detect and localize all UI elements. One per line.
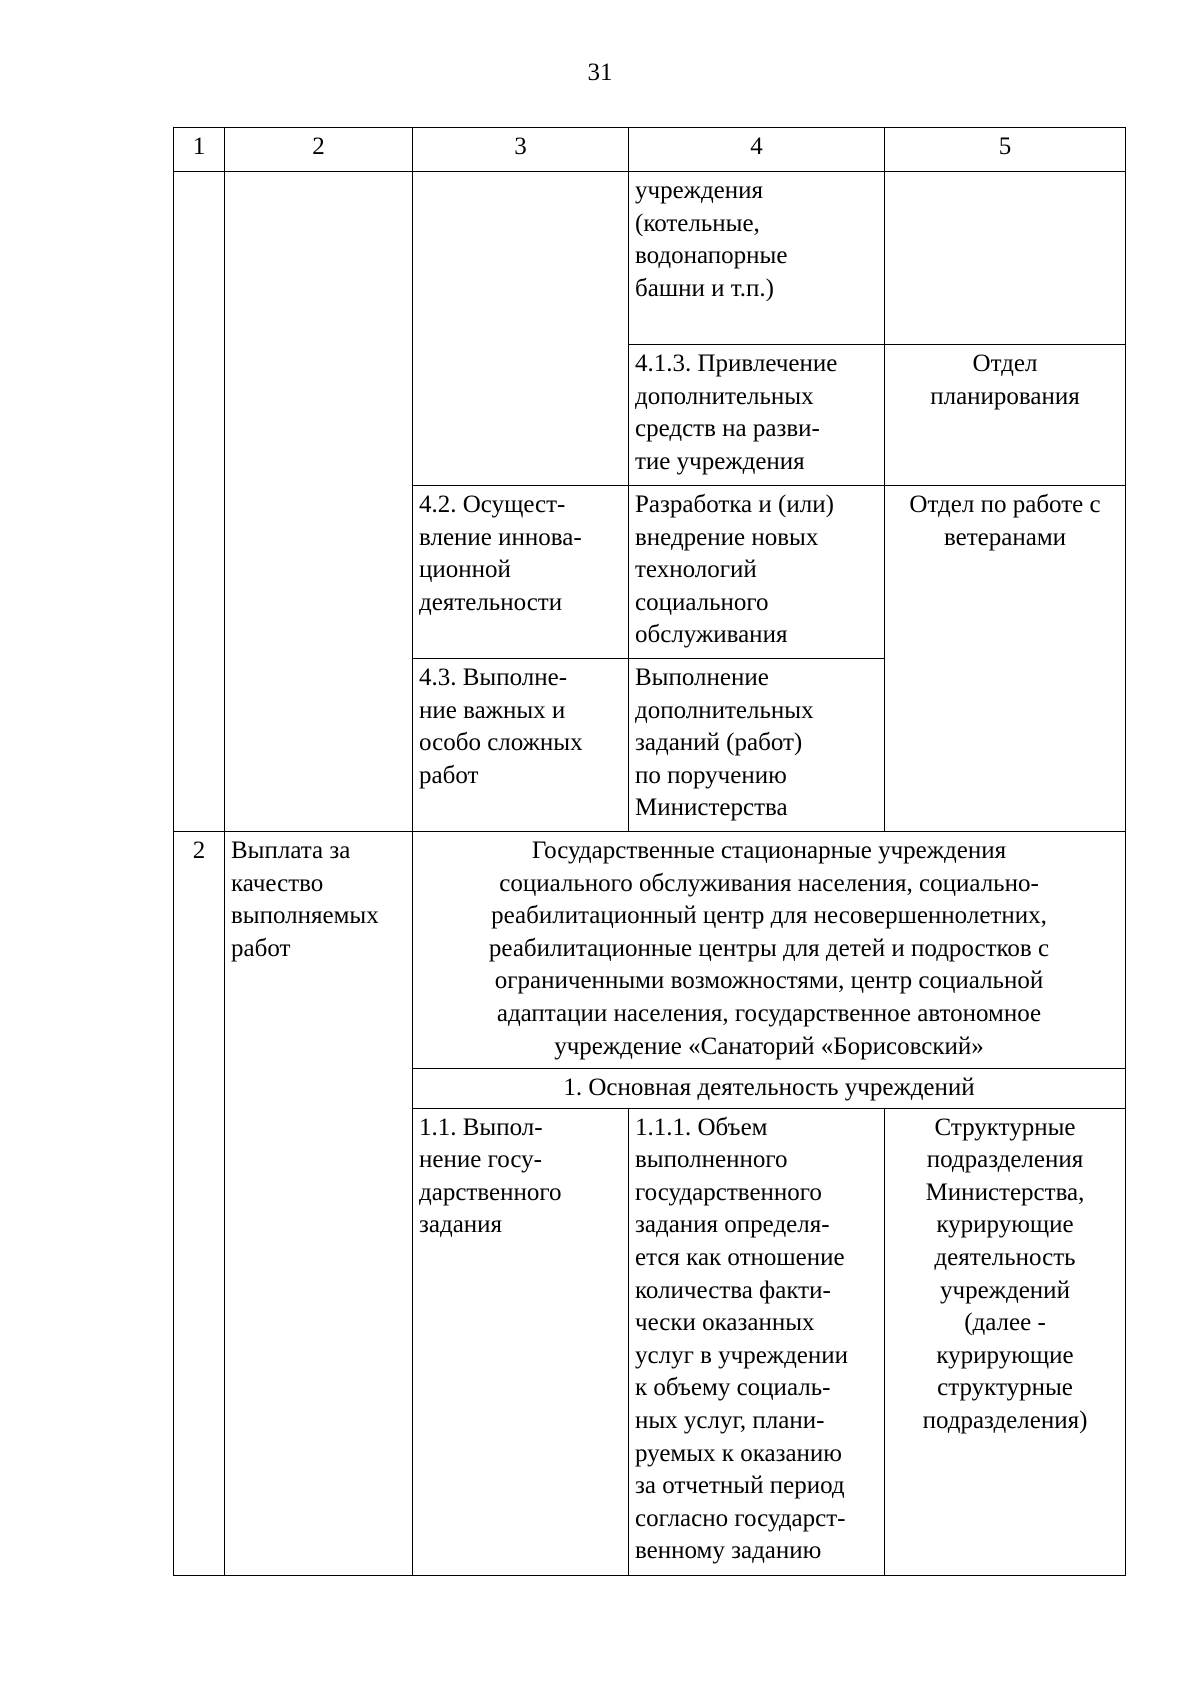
header-col-4: 4 [629, 128, 885, 172]
criterion-cell: 1.1.1. Объем выполненного государственного задания определя- ется как отношение количества факти- чески оказанных услуг в учреждении к объему социаль- ных услуг, плани- руемых к оказанию за отчетный период согласно государст- венному заданию [629, 1108, 885, 1575]
block1-col1-cell [174, 172, 225, 832]
block1-col2-cell [225, 172, 413, 832]
criterion-cell: учреждения (котельные, водонапорные башни и т.п.) [629, 172, 885, 345]
criteria-table [173, 127, 1126, 1576]
criterion-cell: 4.1.3. Привлечение дополнительных средств на разви- тие учреждения [629, 345, 885, 486]
header-col-1: 1 [174, 128, 225, 172]
indicator-cell: 4.3. Выполне- ние важных и особо сложных работ [413, 659, 629, 832]
section-heading-cell: 1. Основная деятельность учреждений [413, 1069, 1126, 1109]
criterion-cell: Выполнение дополнительных заданий (работ) по поручению Министерства [629, 659, 885, 832]
responsible-cell: Структурные подразделения Министерства, курирующие деятельность учреждений (далее - курирующие структурные подразделения) [885, 1108, 1126, 1575]
row-number-cell: 2 [174, 832, 225, 1576]
header-row [174, 128, 1126, 172]
indicator-cell: 4.2. Осущест- вление иннова- ционной деятельности [413, 486, 629, 659]
indicator-cell: 1.1. Выпол- нение госу- дарственного задания [413, 1108, 629, 1575]
header-col-3: 3 [413, 128, 629, 172]
header-col-5: 5 [885, 128, 1126, 172]
page-number: 31 [587, 59, 613, 86]
responsible-cell: Отдел планирования [885, 345, 1126, 486]
table-row [174, 832, 1126, 1069]
table-row [174, 172, 1126, 345]
responsible-cell [885, 172, 1126, 345]
payment-type-cell: Выплата за качество выполняемых работ [225, 832, 413, 1576]
block1-col3-cell [413, 172, 629, 486]
header-col-2: 2 [225, 128, 413, 172]
institutions-cell: Государственные стационарные учреждения социального обслуживания населения, социально- реабилитационный центр для несовершеннолетних, реабилитационные центры для детей и подростков с ограниченными возможностями, центр социальной адаптации населения, государственное автономное учреждение «Санаторий «Борисовский» [413, 832, 1126, 1069]
criterion-cell: Разработка и (или) внедрение новых технологий социального обслуживания [629, 486, 885, 659]
responsible-cell: Отдел по работе с ветеранами [885, 486, 1126, 832]
